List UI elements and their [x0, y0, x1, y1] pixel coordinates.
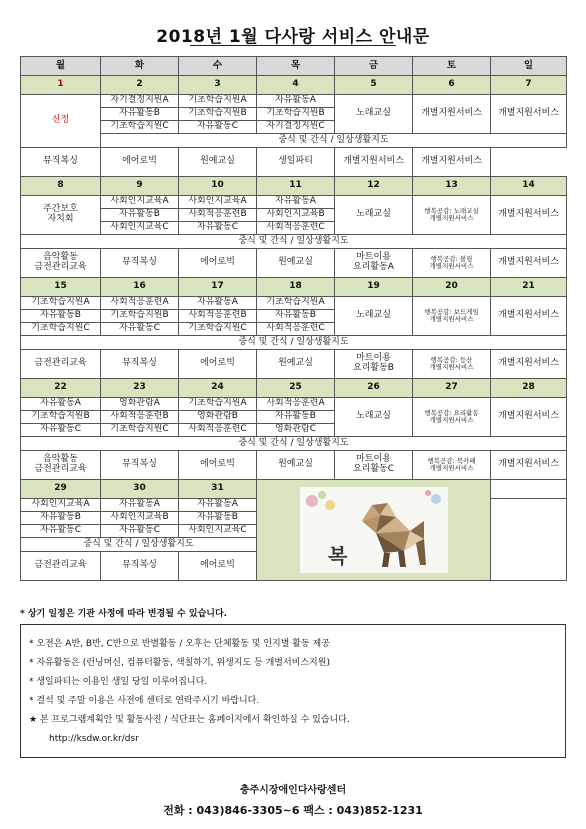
program-cell: 에어로빅 — [179, 552, 257, 581]
program-cell: 자유활동A — [257, 95, 335, 108]
program-row — [21, 196, 567, 209]
program-cell — [21, 196, 101, 235]
program-cell: 사회적응훈련B — [179, 310, 257, 323]
date-cell: 23 — [101, 379, 179, 398]
program-cell: 에어로빅 — [179, 451, 257, 480]
weekday-sun: 일 — [491, 57, 567, 76]
program-line: 행복공감: 요리활동 — [424, 408, 479, 417]
program-cell: 에어로빅 — [101, 148, 179, 177]
program-cell: 개별지원서비스 — [491, 196, 567, 235]
program-cell: 사회적응훈련A — [257, 398, 335, 411]
meal-row — [21, 134, 567, 148]
program-cell: 노래교실 — [335, 196, 413, 235]
program-cell: 노래교실 — [335, 95, 413, 134]
calendar-table — [20, 56, 567, 581]
date-cell: 7 — [491, 76, 567, 95]
meal-cell: 중식 및 간식 / 일상생활지도 — [101, 134, 567, 148]
date-cell: 26 — [335, 379, 413, 398]
weekday-mon: 월 — [21, 57, 101, 76]
program-cell: 사회인지교육B — [101, 512, 179, 525]
program-cell — [413, 297, 491, 336]
program-cell: 기초학습지원B — [257, 108, 335, 121]
program-cell: 사회인지교육A — [101, 196, 179, 209]
program-cell — [21, 451, 101, 480]
note-line: * 생일파티는 이용인 생일 당일 이루어집니다. — [29, 677, 208, 687]
program-line: 자치회 — [47, 214, 74, 224]
program-line: 행복공감: 볼링 — [430, 254, 473, 263]
date-cell: 24 — [179, 379, 257, 398]
program-line: 행복공감: 보드게임 — [424, 307, 479, 316]
contact-info: 전화 : 043)846-3305~6 팩스 : 043)852-1231 — [163, 804, 423, 817]
program-line: 요리활동B — [353, 363, 394, 373]
program-cell: 기초학습지원B — [179, 108, 257, 121]
program-line: 행복공감: 북카페 — [427, 456, 476, 465]
program-cell: 영화관람A — [101, 398, 179, 411]
new-year-illustration-cell — [257, 480, 491, 581]
program-cell: 자기결정지원C — [257, 121, 335, 134]
date-cell: 12 — [335, 177, 413, 196]
program-line: 행복공감: 등산 — [430, 355, 473, 364]
program-cell: 금전관리교육 — [21, 552, 101, 581]
program-cell — [335, 451, 413, 480]
date-cell: 17 — [179, 278, 257, 297]
program-cell: 자유활동C — [21, 525, 101, 538]
holiday-label: 신정 — [21, 95, 101, 148]
date-cell: 3 — [179, 76, 257, 95]
notes-box — [20, 624, 566, 758]
weekday-sat: 토 — [413, 57, 491, 76]
program-cell — [413, 451, 491, 480]
program-line: 마트이용 — [356, 252, 391, 263]
program-cell: 원예교실 — [257, 451, 335, 480]
program-cell: 사회적응훈련C — [257, 323, 335, 336]
program-cell: 뮤직복싱 — [21, 148, 101, 177]
afternoon-row — [21, 350, 567, 379]
program-cell: 에어로빅 — [179, 249, 257, 278]
program-cell: 사회인지교육C — [101, 222, 179, 235]
program-cell: 자유활동C — [21, 424, 101, 437]
program-line: 주간보호 — [43, 204, 78, 215]
date-cell: 9 — [101, 177, 179, 196]
note-line: ★ 본 프로그램계획안 및 활동사진 / 식단표는 홈페이지에서 확인하실 수 있습니다. — [29, 715, 350, 725]
weekday-wed: 수 — [179, 57, 257, 76]
homepage-link[interactable]: http://ksdw.or.kr/dsr — [49, 734, 139, 744]
date-cell: 25 — [257, 379, 335, 398]
program-cell: 자유활동B — [257, 411, 335, 424]
date-cell: 29 — [21, 480, 101, 499]
date-cell: 21 — [491, 278, 567, 297]
program-cell: 자유활동B — [179, 512, 257, 525]
note-line: * 자유활동은 (런닝머신, 컴퓨터활동, 색칠하기, 위생지도 등 개별서비스지원) — [29, 658, 330, 668]
program-cell: 자유활동A — [101, 499, 179, 512]
date-cell: 15 — [21, 278, 101, 297]
meal-row — [21, 235, 567, 249]
program-line: 개별지원서비스 — [429, 214, 474, 222]
program-cell: 뮤직복싱 — [101, 552, 179, 581]
program-cell: 기초학습지원A — [257, 297, 335, 310]
meal-cell: 중식 및 간식 / 일상생활지도 — [21, 336, 567, 350]
afternoon-row — [21, 249, 567, 278]
program-cell — [413, 398, 491, 437]
program-line: 금전관리교육 — [34, 262, 87, 272]
program-cell: 사회인지교육C — [179, 525, 257, 538]
date-cell: 19 — [335, 278, 413, 297]
week5-date-row — [21, 480, 567, 499]
afternoon-row — [21, 451, 567, 480]
program-cell: 기초학습지원C — [101, 121, 179, 134]
program-cell: 자기결정지원A — [101, 95, 179, 108]
program-cell: 기초학습지원C — [101, 424, 179, 437]
date-cell: 4 — [257, 76, 335, 95]
program-row — [21, 297, 567, 310]
program-cell: 기초학습지원A — [179, 95, 257, 108]
week3-date-row — [21, 278, 567, 297]
program-cell — [335, 350, 413, 379]
program-cell: 사회적응훈련C — [257, 222, 335, 235]
program-cell: 자유활동A — [179, 499, 257, 512]
date-cell: 8 — [21, 177, 101, 196]
program-cell — [335, 249, 413, 278]
program-cell: 사회적응훈련C — [179, 424, 257, 437]
title-underline — [190, 45, 396, 46]
program-cell: 기초학습지원B — [101, 310, 179, 323]
date-cell: 16 — [101, 278, 179, 297]
dog-icon — [300, 487, 448, 573]
program-cell: 기초학습지원B — [21, 411, 101, 424]
program-cell: 사회적응훈련B — [179, 209, 257, 222]
program-cell: 사회인지교육A — [21, 499, 101, 512]
new-year-dog-illustration — [300, 487, 448, 573]
meal-row — [21, 336, 567, 350]
program-cell: 노래교실 — [335, 297, 413, 336]
meal-cell: 중식 및 간식 / 일상생활지도 — [21, 538, 257, 552]
program-cell: 영화관람C — [257, 424, 335, 437]
date-cell: 11 — [257, 177, 335, 196]
program-line: 음악활동 — [43, 252, 78, 263]
date-cell: 10 — [179, 177, 257, 196]
date-cell: 2 — [101, 76, 179, 95]
program-cell: 개별지원서비스 — [491, 350, 567, 379]
program-line: 개별지원서비스 — [429, 464, 474, 472]
program-cell: 뮤직복싱 — [101, 249, 179, 278]
date-cell: 13 — [413, 177, 491, 196]
program-cell: 자유활동C — [179, 121, 257, 134]
meal-cell: 중식 및 간식 / 일상생활지도 — [21, 235, 567, 249]
weekday-header-row — [21, 57, 567, 76]
program-line: 개별지원서비스 — [429, 315, 474, 323]
program-line: 요리활동C — [352, 464, 395, 474]
meal-row — [21, 437, 567, 451]
schedule-change-note: * 상기 일정은 기관 사정에 따라 변경될 수 있습니다. — [20, 609, 228, 619]
date-cell: 18 — [257, 278, 335, 297]
program-cell: 자유활동A — [257, 196, 335, 209]
date-cell: 30 — [101, 480, 179, 499]
program-cell: 개별지원서비스 — [335, 148, 413, 177]
note-line: * 결석 및 주말 이용은 사전에 센터로 연락주시기 바랍니다. — [29, 696, 260, 706]
program-cell: 기초학습지원C — [179, 323, 257, 336]
date-cell: 27 — [413, 379, 491, 398]
program-cell: 에어로빅 — [179, 350, 257, 379]
program-cell: 자유활동B — [21, 310, 101, 323]
date-cell: 14 — [491, 177, 567, 196]
week1-date-row — [21, 76, 567, 95]
program-line: 요리활동A — [353, 262, 394, 272]
date-cell: 6 — [413, 76, 491, 95]
program-cell: 개별지원서비스 — [491, 398, 567, 437]
program-row — [21, 95, 567, 108]
program-cell: 개별지원서비스 — [491, 297, 567, 336]
organization-name: 충주시장애인다사랑센터 — [239, 785, 347, 796]
program-cell — [413, 196, 491, 235]
program-line: 음악활동 — [43, 454, 78, 465]
program-cell: 사회적응훈련A — [101, 297, 179, 310]
program-cell: 개별지원서비스 — [491, 249, 567, 278]
program-cell: 개별지원서비스 — [413, 95, 491, 134]
meal-cell: 중식 및 간식 / 일상생활지도 — [21, 437, 567, 451]
program-cell: 기초학습지원A — [21, 297, 101, 310]
empty-cell — [491, 480, 567, 499]
program-cell: 사회적응훈련B — [101, 411, 179, 424]
program-line: 금전관리교육 — [34, 464, 87, 474]
week4-date-row — [21, 379, 567, 398]
program-cell: 기초학습지원A — [179, 398, 257, 411]
weekday-tue: 화 — [101, 57, 179, 76]
program-line: 마트이용 — [356, 353, 391, 364]
program-line: 개별지원서비스 — [429, 262, 474, 270]
program-cell: 자유활동A — [21, 398, 101, 411]
date-cell: 5 — [335, 76, 413, 95]
program-cell: 개별지원서비스 — [491, 95, 567, 134]
svg-text:복: 복 — [327, 544, 347, 568]
program-cell: 자유활동B — [101, 209, 179, 222]
week2-date-row — [21, 177, 567, 196]
program-cell: 원예교실 — [179, 148, 257, 177]
weekday-thu: 목 — [257, 57, 335, 76]
page-title: 2018년 1월 다사랑 서비스 안내문 — [156, 27, 430, 47]
program-line: 행복공감: 노래교실 — [424, 206, 479, 215]
date-cell: 22 — [21, 379, 101, 398]
program-cell: 기초학습지원C — [21, 323, 101, 336]
program-cell: 노래교실 — [335, 398, 413, 437]
program-cell — [21, 249, 101, 278]
program-cell: 영화관람B — [179, 411, 257, 424]
program-cell: 자유활동C — [101, 323, 179, 336]
note-line: * 오전은 A반, B반, C반으로 반별활동 / 오후는 단체활동 및 인지별 활동 제공 — [29, 639, 330, 649]
program-cell: 자유활동C — [101, 525, 179, 538]
program-line: 개별지원서비스 — [429, 416, 474, 424]
program-cell: 개별지원서비스 — [413, 148, 491, 177]
date-cell: 1 — [21, 76, 101, 95]
weekday-fri: 금 — [335, 57, 413, 76]
date-cell: 20 — [413, 278, 491, 297]
program-line: 개별지원서비스 — [429, 363, 474, 371]
program-cell: 자유활동B — [257, 310, 335, 323]
program-cell: 자유활동A — [179, 297, 257, 310]
program-cell: 뮤직복싱 — [101, 451, 179, 480]
program-cell: 사회인지교육B — [257, 209, 335, 222]
program-cell: 뮤직복싱 — [101, 350, 179, 379]
program-cell: 생일파티 — [257, 148, 335, 177]
afternoon-row — [21, 148, 567, 177]
program-cell — [413, 249, 491, 278]
program-cell — [413, 350, 491, 379]
empty-cell — [491, 499, 567, 581]
program-line: 마트이용 — [356, 454, 391, 465]
date-cell: 31 — [179, 480, 257, 499]
program-cell: 자유활동B — [21, 512, 101, 525]
program-cell: 개별지원서비스 — [491, 451, 567, 480]
program-cell: 금전관리교육 — [21, 350, 101, 379]
program-cell: 원예교실 — [257, 350, 335, 379]
date-cell: 28 — [491, 379, 567, 398]
program-row — [21, 398, 567, 411]
program-cell: 사회인지교육A — [179, 196, 257, 209]
program-cell: 자유활동C — [179, 222, 257, 235]
program-cell: 원예교실 — [257, 249, 335, 278]
program-cell: 자유활동B — [101, 108, 179, 121]
